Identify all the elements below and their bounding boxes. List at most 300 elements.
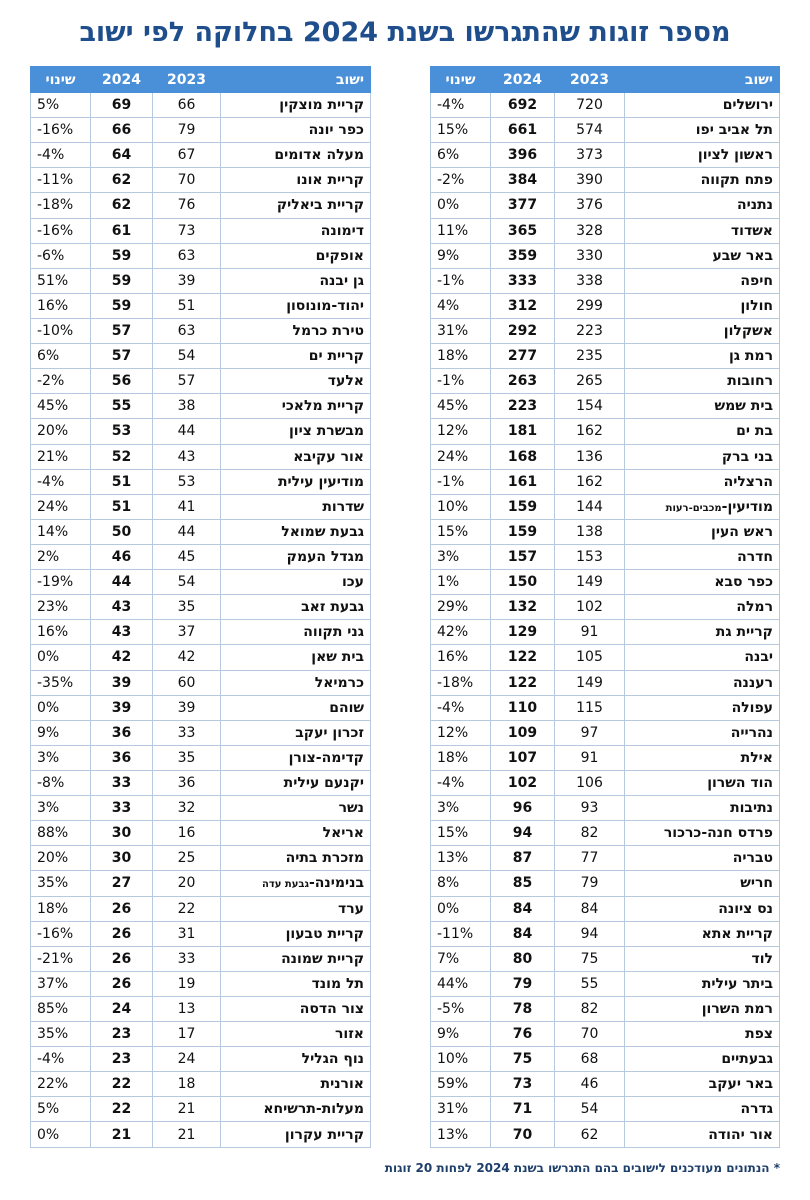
value-2024-cell: 51 [91, 469, 153, 494]
value-2023-cell: 138 [555, 519, 625, 544]
value-2023-cell: 154 [555, 394, 625, 419]
value-2023-cell: 390 [555, 168, 625, 193]
change-cell: 0% [431, 896, 491, 921]
value-2024-cell: 59 [91, 293, 153, 318]
value-2024-cell: 75 [491, 1047, 555, 1072]
change-cell: 9% [431, 243, 491, 268]
value-2023-cell: 51 [153, 293, 221, 318]
table-header-row [31, 67, 371, 93]
value-2023-cell: 102 [555, 595, 625, 620]
settlement-name-cell: קריית שמונה [221, 946, 371, 971]
value-2023-cell: 63 [153, 243, 221, 268]
value-2023-cell: 53 [153, 469, 221, 494]
change-cell: -8% [31, 770, 91, 795]
settlement-name-cell: ירושלים [625, 93, 780, 118]
settlement-name-cell: מעלות-תרשיחא [221, 1097, 371, 1122]
header-settlement: ישוב [625, 67, 780, 93]
table-row [31, 118, 371, 143]
change-cell: 5% [31, 93, 91, 118]
settlement-name-cell: אילת [625, 745, 780, 770]
table-row [31, 93, 371, 118]
settlement-name-cell: גבעתיים [625, 1047, 780, 1072]
value-2024-cell: 27 [91, 871, 153, 896]
value-2023-cell: 328 [555, 218, 625, 243]
value-2023-cell: 33 [153, 946, 221, 971]
change-cell: 35% [31, 1022, 91, 1047]
footnote: * הנתונים מעודכנים לישובים בהם התגרשו בשנת 2024 לפחות 20 זוגות [384, 1161, 780, 1175]
value-2024-cell: 61 [91, 218, 153, 243]
value-2023-cell: 57 [153, 369, 221, 394]
value-2024-cell: 33 [91, 796, 153, 821]
value-2023-cell: 330 [555, 243, 625, 268]
settlement-name-cell: רמלה [625, 595, 780, 620]
table-row [431, 168, 780, 193]
value-2023-cell: 16 [153, 821, 221, 846]
value-2024-cell: 102 [491, 770, 555, 795]
value-2023-cell: 82 [555, 821, 625, 846]
settlement-name-cell: עפולה [625, 695, 780, 720]
value-2023-cell: 33 [153, 720, 221, 745]
settlement-name-cell: מגדל העמק [221, 544, 371, 569]
value-2023-cell: 36 [153, 770, 221, 795]
value-2023-cell: 162 [555, 419, 625, 444]
table-row [31, 645, 371, 670]
right-table-body [431, 93, 780, 1148]
table-row [31, 971, 371, 996]
change-cell: -16% [31, 921, 91, 946]
value-2023-cell: 54 [153, 570, 221, 595]
change-cell: 18% [431, 344, 491, 369]
value-2024-cell: 107 [491, 745, 555, 770]
value-2023-cell: 22 [153, 896, 221, 921]
value-2023-cell: 24 [153, 1047, 221, 1072]
table-row [31, 394, 371, 419]
settlement-name-cell: אזור [221, 1022, 371, 1047]
settlement-name-cell: כפר סבא [625, 570, 780, 595]
settlement-name-cell: באר שבע [625, 243, 780, 268]
value-2024-cell: 292 [491, 318, 555, 343]
value-2024-cell: 692 [491, 93, 555, 118]
table-row [31, 921, 371, 946]
change-cell: -5% [431, 996, 491, 1021]
settlement-name-cell: מזכרת בתיה [221, 846, 371, 871]
value-2023-cell: 84 [555, 896, 625, 921]
settlement-name-cell: אור יהודה [625, 1122, 780, 1147]
right-table [430, 66, 780, 1148]
settlement-name-cell: אריאל [221, 821, 371, 846]
settlement-name-cell: קריית אתא [625, 921, 780, 946]
change-cell: 51% [31, 268, 91, 293]
change-cell: 24% [31, 494, 91, 519]
table-row [31, 268, 371, 293]
settlement-name-cell: קריית מוצקין [221, 93, 371, 118]
value-2023-cell: 91 [555, 745, 625, 770]
settlement-name-cell: מעלה אדומים [221, 143, 371, 168]
change-cell: 7% [431, 946, 491, 971]
table-row [431, 695, 780, 720]
change-cell: 1% [431, 570, 491, 595]
change-cell: 11% [431, 218, 491, 243]
value-2023-cell: 20 [153, 871, 221, 896]
table-row [31, 494, 371, 519]
value-2024-cell: 71 [491, 1097, 555, 1122]
settlement-name-cell: יהוד-מונוסון [221, 293, 371, 318]
table-header-row [431, 67, 780, 93]
table-row [431, 369, 780, 394]
table-row [431, 896, 780, 921]
value-2024-cell: 23 [91, 1047, 153, 1072]
settlement-name-cell: ראשון לציון [625, 143, 780, 168]
table-row [431, 946, 780, 971]
value-2024-cell: 44 [91, 570, 153, 595]
header-2023: 2023 [153, 67, 221, 93]
header-change: שינוי [31, 67, 91, 93]
table-row [31, 193, 371, 218]
table-row [31, 419, 371, 444]
value-2024-cell: 23 [91, 1022, 153, 1047]
value-2024-cell: 263 [491, 369, 555, 394]
table-row [431, 921, 780, 946]
settlement-name-cell: חדרה [625, 544, 780, 569]
value-2024-cell: 22 [91, 1072, 153, 1097]
value-2023-cell: 105 [555, 645, 625, 670]
value-2024-cell: 161 [491, 469, 555, 494]
settlement-name-cell [221, 871, 371, 896]
change-cell: 16% [31, 620, 91, 645]
table-row [431, 1097, 780, 1122]
value-2023-cell: 338 [555, 268, 625, 293]
settlement-name-cell: זכרון יעקב [221, 720, 371, 745]
value-2024-cell: 59 [91, 243, 153, 268]
settlement-name-cell: צור הדסה [221, 996, 371, 1021]
change-cell: 18% [31, 896, 91, 921]
value-2024-cell: 26 [91, 971, 153, 996]
table-row [431, 93, 780, 118]
settlement-name-cell: קריית עקרון [221, 1122, 371, 1147]
table-row [31, 570, 371, 595]
value-2024-cell: 76 [491, 1022, 555, 1047]
change-cell: 88% [31, 821, 91, 846]
value-2024-cell: 36 [91, 720, 153, 745]
value-2023-cell: 265 [555, 369, 625, 394]
value-2024-cell: 168 [491, 444, 555, 469]
settlement-name-cell: אלעד [221, 369, 371, 394]
table-row [431, 494, 780, 519]
table-row [431, 971, 780, 996]
value-2024-cell: 150 [491, 570, 555, 595]
table-row [31, 796, 371, 821]
settlement-name-cell: טירת כרמל [221, 318, 371, 343]
table-row [431, 519, 780, 544]
settlement-name-cell: קריית ים [221, 344, 371, 369]
change-cell: -18% [31, 193, 91, 218]
settlement-name-cell: הרצליה [625, 469, 780, 494]
value-2023-cell: 68 [555, 1047, 625, 1072]
settlement-name-cell: רחובות [625, 369, 780, 394]
value-2023-cell: 55 [555, 971, 625, 996]
table-row [31, 168, 371, 193]
value-2023-cell: 17 [153, 1022, 221, 1047]
change-cell: 42% [431, 620, 491, 645]
table-row [431, 1047, 780, 1072]
table-row [31, 344, 371, 369]
table-row [31, 1122, 371, 1147]
settlement-name-cell: נוף הגליל [221, 1047, 371, 1072]
value-2023-cell: 60 [153, 670, 221, 695]
change-cell: 3% [31, 745, 91, 770]
value-2023-cell: 21 [153, 1122, 221, 1147]
value-2024-cell: 22 [91, 1097, 153, 1122]
change-cell: 12% [431, 720, 491, 745]
change-cell: -4% [31, 469, 91, 494]
value-2023-cell: 115 [555, 695, 625, 720]
value-2024-cell: 64 [91, 143, 153, 168]
change-cell: -1% [431, 469, 491, 494]
settlement-name-cell: חריש [625, 871, 780, 896]
value-2024-cell: 50 [91, 519, 153, 544]
change-cell: 10% [431, 494, 491, 519]
value-2023-cell: 299 [555, 293, 625, 318]
settlement-name-cell: צפת [625, 1022, 780, 1047]
value-2023-cell: 67 [153, 143, 221, 168]
value-2024-cell: 359 [491, 243, 555, 268]
value-2024-cell: 70 [491, 1122, 555, 1147]
value-2024-cell: 333 [491, 268, 555, 293]
value-2023-cell: 82 [555, 996, 625, 1021]
change-cell: 3% [431, 796, 491, 821]
value-2024-cell: 122 [491, 645, 555, 670]
change-cell: 15% [431, 821, 491, 846]
value-2023-cell: 70 [153, 168, 221, 193]
value-2024-cell: 33 [91, 770, 153, 795]
value-2023-cell: 38 [153, 394, 221, 419]
settlement-name-cell: גני תקווה [221, 620, 371, 645]
value-2024-cell: 96 [491, 796, 555, 821]
value-2023-cell: 39 [153, 268, 221, 293]
value-2023-cell: 75 [555, 946, 625, 971]
change-cell: -16% [31, 118, 91, 143]
header-2023: 2023 [555, 67, 625, 93]
value-2023-cell: 149 [555, 570, 625, 595]
change-cell: 0% [31, 1122, 91, 1147]
value-2023-cell: 91 [555, 620, 625, 645]
settlement-name-cell: אופקים [221, 243, 371, 268]
value-2023-cell: 93 [555, 796, 625, 821]
left-table-body [31, 93, 371, 1148]
change-cell: -11% [431, 921, 491, 946]
settlement-name-main: בנימינה- [308, 875, 364, 892]
value-2024-cell: 53 [91, 419, 153, 444]
table-row [431, 193, 780, 218]
value-2024-cell: 94 [491, 821, 555, 846]
settlement-name-cell: נשר [221, 796, 371, 821]
change-cell: -6% [31, 243, 91, 268]
value-2023-cell: 37 [153, 620, 221, 645]
value-2024-cell: 42 [91, 645, 153, 670]
settlement-name-cell: עכו [221, 570, 371, 595]
settlement-name-cell: קריית טבעון [221, 921, 371, 946]
settlement-name-cell: ראש העין [625, 519, 780, 544]
value-2024-cell: 26 [91, 946, 153, 971]
table-row [31, 695, 371, 720]
value-2024-cell: 384 [491, 168, 555, 193]
change-cell: 2% [31, 544, 91, 569]
table-row [431, 469, 780, 494]
header-2024: 2024 [91, 67, 153, 93]
change-cell: 4% [431, 293, 491, 318]
settlement-name-sub: גבעת עדה [262, 879, 309, 891]
value-2023-cell: 235 [555, 344, 625, 369]
change-cell: 0% [31, 695, 91, 720]
change-cell: 16% [431, 645, 491, 670]
table-row [431, 1072, 780, 1097]
settlement-name-cell: קריית ביאליק [221, 193, 371, 218]
settlement-name-cell: ערד [221, 896, 371, 921]
settlement-name-cell: דימונה [221, 218, 371, 243]
value-2024-cell: 73 [491, 1072, 555, 1097]
value-2023-cell: 223 [555, 318, 625, 343]
value-2024-cell: 43 [91, 595, 153, 620]
value-2024-cell: 56 [91, 369, 153, 394]
value-2024-cell: 79 [491, 971, 555, 996]
value-2023-cell: 62 [555, 1122, 625, 1147]
value-2024-cell: 51 [91, 494, 153, 519]
table-row [431, 595, 780, 620]
settlement-name-cell: גבעת שמואל [221, 519, 371, 544]
settlement-name-cell: יבנה [625, 645, 780, 670]
value-2023-cell: 73 [153, 218, 221, 243]
change-cell: 8% [431, 871, 491, 896]
value-2023-cell: 18 [153, 1072, 221, 1097]
value-2024-cell: 69 [91, 93, 153, 118]
change-cell: 0% [431, 193, 491, 218]
value-2024-cell: 30 [91, 846, 153, 871]
settlement-name-cell: כרמיאל [221, 670, 371, 695]
value-2024-cell: 39 [91, 695, 153, 720]
value-2024-cell: 80 [491, 946, 555, 971]
change-cell: -10% [31, 318, 91, 343]
value-2024-cell: 24 [91, 996, 153, 1021]
change-cell: -2% [31, 369, 91, 394]
value-2024-cell: 57 [91, 318, 153, 343]
change-cell: 13% [431, 1122, 491, 1147]
table-row [31, 1072, 371, 1097]
change-cell: 13% [431, 846, 491, 871]
table-row [31, 143, 371, 168]
settlement-name-cell: נתיבות [625, 796, 780, 821]
change-cell: 6% [431, 143, 491, 168]
table-row [431, 620, 780, 645]
change-cell: 45% [31, 394, 91, 419]
table-row [431, 670, 780, 695]
value-2024-cell: 52 [91, 444, 153, 469]
value-2024-cell: 365 [491, 218, 555, 243]
table-row [431, 419, 780, 444]
change-cell: 31% [431, 318, 491, 343]
settlement-name-cell: בני ברק [625, 444, 780, 469]
value-2023-cell: 162 [555, 469, 625, 494]
change-cell: 37% [31, 971, 91, 996]
value-2023-cell: 39 [153, 695, 221, 720]
change-cell: 59% [431, 1072, 491, 1097]
change-cell: 31% [431, 1097, 491, 1122]
table-row [431, 1122, 780, 1147]
value-2023-cell: 79 [555, 871, 625, 896]
header-2024: 2024 [491, 67, 555, 93]
settlement-name-cell: תל מונד [221, 971, 371, 996]
settlement-name-cell: מודיעין עילית [221, 469, 371, 494]
value-2023-cell: 32 [153, 796, 221, 821]
table-row [31, 846, 371, 871]
settlement-name-cell: רמת גן [625, 344, 780, 369]
change-cell: 9% [431, 1022, 491, 1047]
settlement-name-cell: מבשרת ציון [221, 419, 371, 444]
change-cell: 44% [431, 971, 491, 996]
value-2023-cell: 46 [555, 1072, 625, 1097]
change-cell: 12% [431, 419, 491, 444]
value-2024-cell: 109 [491, 720, 555, 745]
value-2024-cell: 661 [491, 118, 555, 143]
value-2023-cell: 144 [555, 494, 625, 519]
table-row [431, 1022, 780, 1047]
value-2023-cell: 41 [153, 494, 221, 519]
change-cell: -4% [431, 93, 491, 118]
table-row [431, 821, 780, 846]
value-2023-cell: 77 [555, 846, 625, 871]
table-row [431, 570, 780, 595]
value-2024-cell: 30 [91, 821, 153, 846]
change-cell: 45% [431, 394, 491, 419]
change-cell: 0% [31, 645, 91, 670]
table-row [431, 118, 780, 143]
value-2024-cell: 122 [491, 670, 555, 695]
settlement-name-cell: חיפה [625, 268, 780, 293]
table-row [431, 745, 780, 770]
table-row [31, 1047, 371, 1072]
value-2023-cell: 44 [153, 419, 221, 444]
table-row [431, 871, 780, 896]
table-row [431, 770, 780, 795]
value-2023-cell: 19 [153, 971, 221, 996]
change-cell: -21% [31, 946, 91, 971]
table-row [431, 218, 780, 243]
value-2024-cell: 26 [91, 921, 153, 946]
value-2023-cell: 42 [153, 645, 221, 670]
value-2024-cell: 85 [491, 871, 555, 896]
table-row [31, 946, 371, 971]
value-2023-cell: 149 [555, 670, 625, 695]
value-2023-cell: 574 [555, 118, 625, 143]
header-settlement: ישוב [221, 67, 371, 93]
table-row [31, 1097, 371, 1122]
change-cell: 5% [31, 1097, 91, 1122]
settlement-name-main: מודיעין- [721, 498, 773, 515]
settlement-name-sub: מכבים-רעות [665, 502, 722, 514]
settlement-name-cell: גבעת זאב [221, 595, 371, 620]
settlement-name-cell: גדרה [625, 1097, 780, 1122]
table-row [431, 293, 780, 318]
settlement-name-cell: יקנעם עילית [221, 770, 371, 795]
value-2023-cell: 373 [555, 143, 625, 168]
value-2023-cell: 21 [153, 1097, 221, 1122]
change-cell: 9% [31, 720, 91, 745]
change-cell: -19% [31, 570, 91, 595]
table-row [31, 620, 371, 645]
change-cell: 24% [431, 444, 491, 469]
value-2023-cell: 76 [153, 193, 221, 218]
table-row [431, 846, 780, 871]
value-2023-cell: 25 [153, 846, 221, 871]
